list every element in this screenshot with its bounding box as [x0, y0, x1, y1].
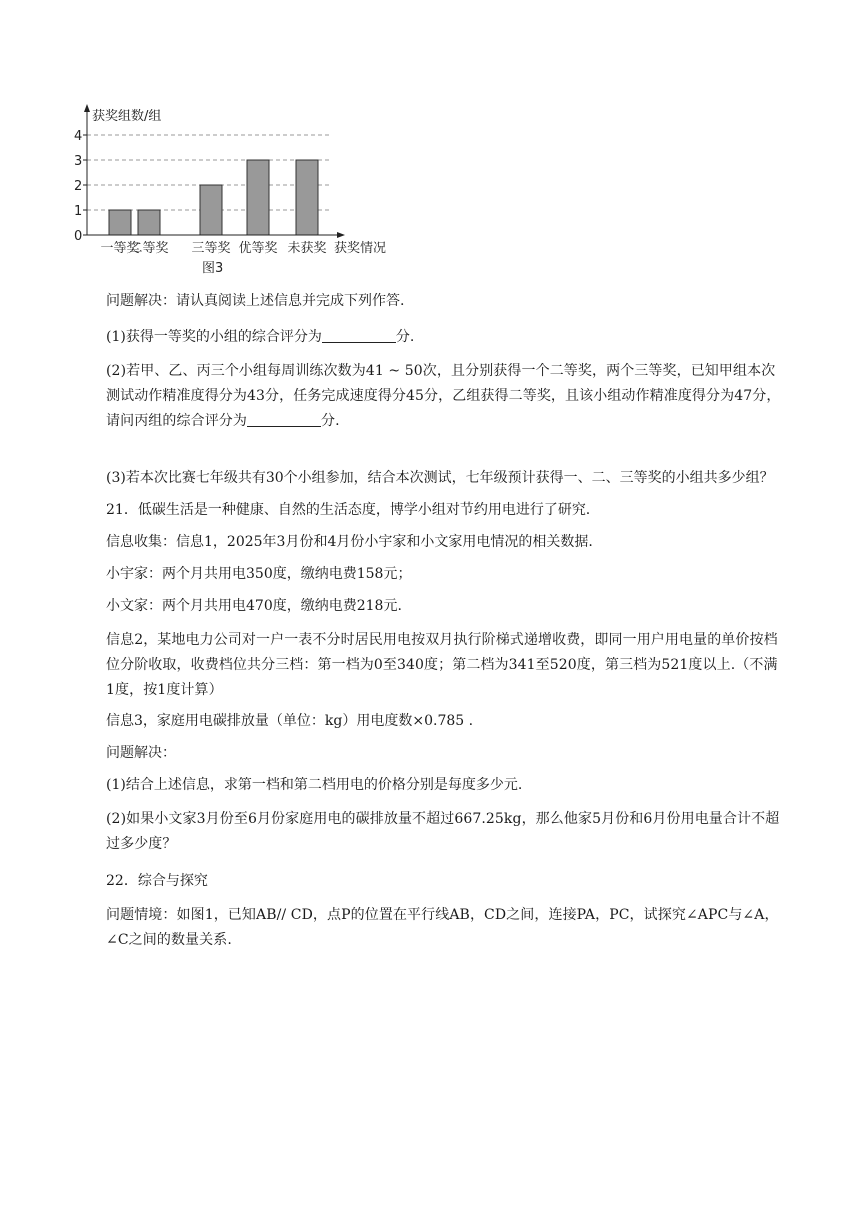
y-tick-label: 2 [74, 179, 83, 194]
bar-3 [200, 185, 222, 235]
info-1: 信息收集：信息1，2025年3月份和4月份小宇家和小文家用电情况的相关数据. [106, 534, 593, 550]
x-tick-labels [100, 240, 326, 256]
question-2 [106, 359, 786, 434]
y-tick-label: 4 [74, 129, 83, 144]
y-axis-arrow [84, 104, 90, 112]
y-tick-label: 3 [74, 154, 83, 169]
question-2-text: (2)若甲、乙、丙三个小组每周训练次数为41 ~ 50次，且分别获得一个二等奖，两个三等奖，已知甲组本次测试动作精准度得分为43分，任务完成速度得分45分，乙组获得二等奖，且该小组动作精准度得分为47分，请问丙组的综合评分为 [106, 363, 781, 429]
award-bar-chart [70, 100, 410, 285]
bar-5 [296, 160, 318, 235]
y-axis-label: 获奖组数/组 [92, 109, 162, 124]
problem-solving-intro: 问题解决：请认真阅读上述信息并完成下列作答. [106, 293, 405, 309]
x-tick-label: 一等奖 [100, 241, 140, 256]
problem-solving-label: 问题解决： [106, 745, 176, 761]
question-1 [106, 327, 786, 347]
x-tick-label: 优等奖 [238, 241, 278, 256]
xiaowen-family: 小文家：两个月共用电470度，缴纳电费218元. [106, 598, 402, 614]
x-axis-arrow [337, 232, 345, 238]
question-3: (3)若本次比赛七年级共有30个小组参加，结合本次测试，七年级预计获得一、二、三等奖的小组共多少组？ [106, 470, 774, 486]
xiaoyu-family: 小宇家：两个月共用电350度，缴纳电费158元； [106, 566, 412, 582]
question-2-unit: 分. [321, 413, 340, 429]
problem-22-context: 问题情境：如图1，已知AB// CD，点P的位置在平行线AB，CD之间，连接PA，PC，试探究∠APC与∠A，∠C之间的数量关系. [106, 907, 779, 948]
y-tick-label: 1 [74, 204, 83, 219]
problem-22-title: 22．综合与探究 [106, 873, 208, 889]
bar-4 [247, 160, 269, 235]
chart-bars [109, 160, 318, 235]
x-tick-label: 三等奖 [191, 241, 231, 256]
question-1-unit: 分. [395, 329, 415, 345]
answer-blank-2[interactable] [247, 412, 321, 427]
x-axis-label: 获奖情况 [334, 241, 387, 256]
figure-caption: 图3 [202, 261, 224, 276]
x-tick-label: 未获奖 [287, 241, 327, 256]
problem-21-title: 21．低碳生活是一种健康、自然的生活态度，博学小组对节约用电进行了研究. [106, 502, 591, 518]
y-tick-label: 0 [74, 229, 83, 244]
y-tick-labels [74, 129, 87, 244]
question-1-text: (1)获得一等奖的小组的综合评分为 [106, 329, 322, 345]
bar-1 [109, 210, 131, 235]
info-3: 信息3，家庭用电碳排放量（单位：kg）用电度数×0.785 . [106, 713, 474, 729]
sub-question-2: (2)如果小文家3月份至6月份家庭用电的碳排放量不超过667.25kg，那么他家5月份和6月份用电量合计不超过多少度？ [106, 811, 780, 852]
info-2: 信息2，某地电力公司对一户一表不分时居民用电按双月执行阶梯式递增收费，即同一用户用电量的单价按档位分阶收取，收费档位共分三档：第一档为0至340度；第二档为341至520度，第三档为521度以上.（不满1度，按1度计算） [106, 632, 778, 698]
sub-question-1: (1)结合上述信息，求第一档和第二档用电的价格分别是每度多少元. [106, 777, 523, 793]
answer-blank-1[interactable] [322, 328, 396, 343]
x-tick-label: 二等奖 [129, 241, 169, 256]
bar-2 [138, 210, 160, 235]
